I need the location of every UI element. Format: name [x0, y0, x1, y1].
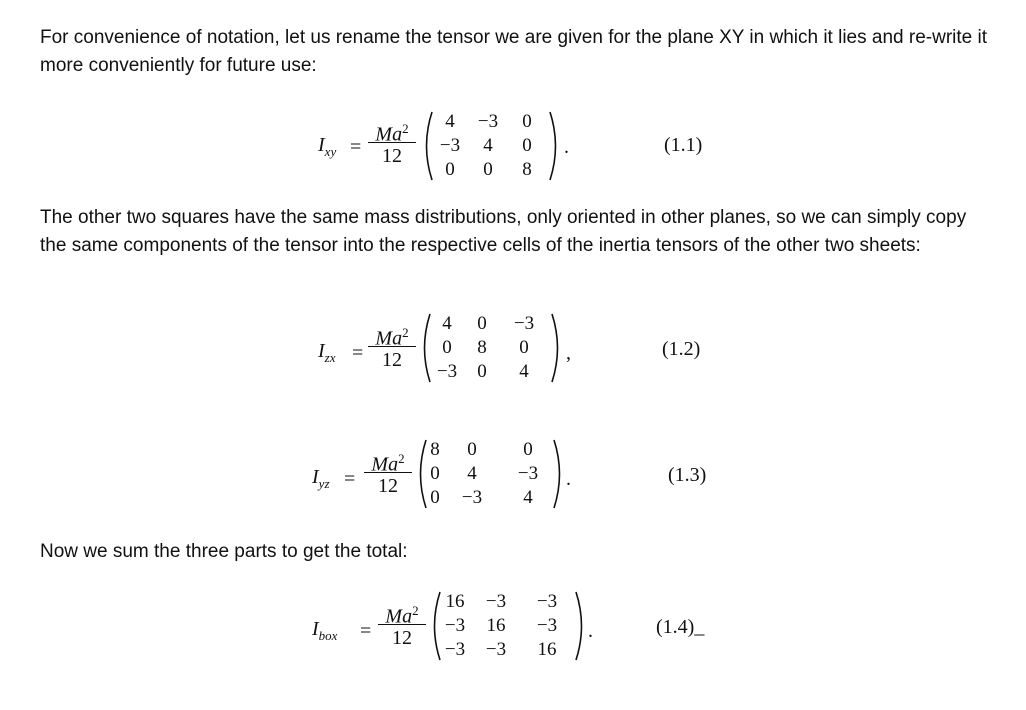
fraction-denominator: 12: [392, 627, 412, 649]
equation-number: (1.4)_: [656, 616, 705, 638]
fraction-numerator: Ma: [385, 605, 413, 628]
matrix-cell: 4: [442, 313, 452, 334]
equals-sign: =: [344, 468, 356, 490]
matrix-cell: 0: [430, 463, 440, 484]
equation-lhs: $I_{xy}$: [318, 134, 337, 159]
right-paren-icon: [550, 312, 564, 384]
equation-1-2: [0, 312, 1026, 402]
matrix-cell: 4: [467, 463, 477, 484]
equation-1-3: [0, 438, 1026, 528]
equation-punctuation: .: [564, 136, 569, 158]
right-paren-icon: [548, 110, 562, 182]
matrix-cell: 16: [537, 639, 557, 660]
right-paren-icon: [552, 438, 566, 510]
matrix-cell: 8: [522, 159, 532, 180]
matrix: [440, 590, 572, 662]
matrix-cell: 4: [445, 111, 455, 132]
matrix-cell: 16: [486, 615, 506, 636]
fraction-exponent: 2: [402, 121, 409, 136]
equation-1-1: [0, 110, 1026, 200]
matrix-cell: −3: [477, 111, 499, 132]
matrix-cell: −3: [536, 615, 558, 636]
fraction: [378, 600, 426, 649]
fraction-denominator: 12: [382, 349, 402, 371]
matrix-cell: 0: [519, 337, 529, 358]
intro-paragraph: For convenience of notation, let us rename the tensor we are given for the plane XY in which it lies and re-write it more conveniently for future use:: [40, 27, 987, 76]
fraction: [364, 448, 412, 497]
equation-punctuation: ,: [566, 342, 571, 364]
fraction-exponent: 2: [412, 603, 419, 618]
matrix-cell: 0: [467, 439, 477, 460]
equation-number: (1.1): [664, 134, 703, 156]
equation-punctuation: .: [566, 468, 571, 490]
matrix-cell: 4: [519, 361, 529, 382]
matrix-cell: 16: [445, 591, 465, 612]
fraction: [368, 118, 416, 167]
matrix-cell: −3: [439, 135, 461, 156]
matrix-cell: 4: [483, 135, 493, 156]
matrix-cell: −3: [513, 313, 535, 334]
equation-lhs: $I_{box}$: [312, 618, 338, 643]
matrix-cell: 0: [483, 159, 493, 180]
equation-number: (1.2): [662, 338, 701, 360]
equation-lhs: $I_{zx}$: [318, 340, 336, 365]
matrix-cell: 0: [522, 135, 532, 156]
fraction-exponent: 2: [402, 325, 409, 340]
matrix-cell: 8: [430, 439, 440, 460]
matrix-cell: 0: [477, 313, 487, 334]
matrix-cell: −3: [485, 591, 507, 612]
matrix: [426, 438, 556, 510]
fraction-numerator: Ma: [371, 453, 399, 476]
equation-lhs: $I_{yz}$: [312, 466, 330, 491]
matrix-cell: 8: [477, 337, 487, 358]
matrix-cell: 0: [522, 111, 532, 132]
fraction-denominator: 12: [378, 475, 398, 497]
right-paren-icon: [574, 590, 588, 662]
matrix-cell: 0: [477, 361, 487, 382]
equals-sign: =: [360, 620, 372, 642]
fraction: [368, 322, 416, 371]
matrix-cell: −3: [461, 487, 483, 508]
matrix: [434, 110, 544, 182]
equals-sign: =: [352, 342, 364, 364]
equals-sign: =: [350, 136, 362, 158]
matrix-cell: 4: [523, 487, 533, 508]
matrix-cell: −3: [485, 639, 507, 660]
matrix: [432, 312, 546, 384]
equation-number: (1.3): [668, 464, 707, 486]
left-paren-icon: [420, 110, 434, 182]
matrix-cell: −3: [436, 361, 458, 382]
fraction-numerator: Ma: [375, 123, 403, 146]
fraction-exponent: 2: [398, 451, 405, 466]
equation-1-4: [0, 590, 1026, 680]
matrix-cell: −3: [536, 591, 558, 612]
matrix-cell: −3: [444, 639, 466, 660]
fraction-numerator: Ma: [375, 327, 403, 350]
equation-punctuation: .: [588, 620, 593, 642]
matrix-cell: 0: [523, 439, 533, 460]
matrix-cell: −3: [517, 463, 539, 484]
fraction-denominator: 12: [382, 145, 402, 167]
matrix-cell: 0: [445, 159, 455, 180]
left-paren-icon: [418, 312, 432, 384]
matrix-cell: −3: [444, 615, 466, 636]
middle-paragraph: The other two squares have the same mass distributions, only oriented in other planes, so we can simply copy the same components of the tensor into the respective cells of the inertia tensors of the other two sheets:: [40, 207, 967, 256]
matrix-cell: 0: [442, 337, 452, 358]
sum-paragraph: Now we sum the three parts to get the total:: [40, 541, 408, 562]
matrix-cell: 0: [430, 487, 440, 508]
